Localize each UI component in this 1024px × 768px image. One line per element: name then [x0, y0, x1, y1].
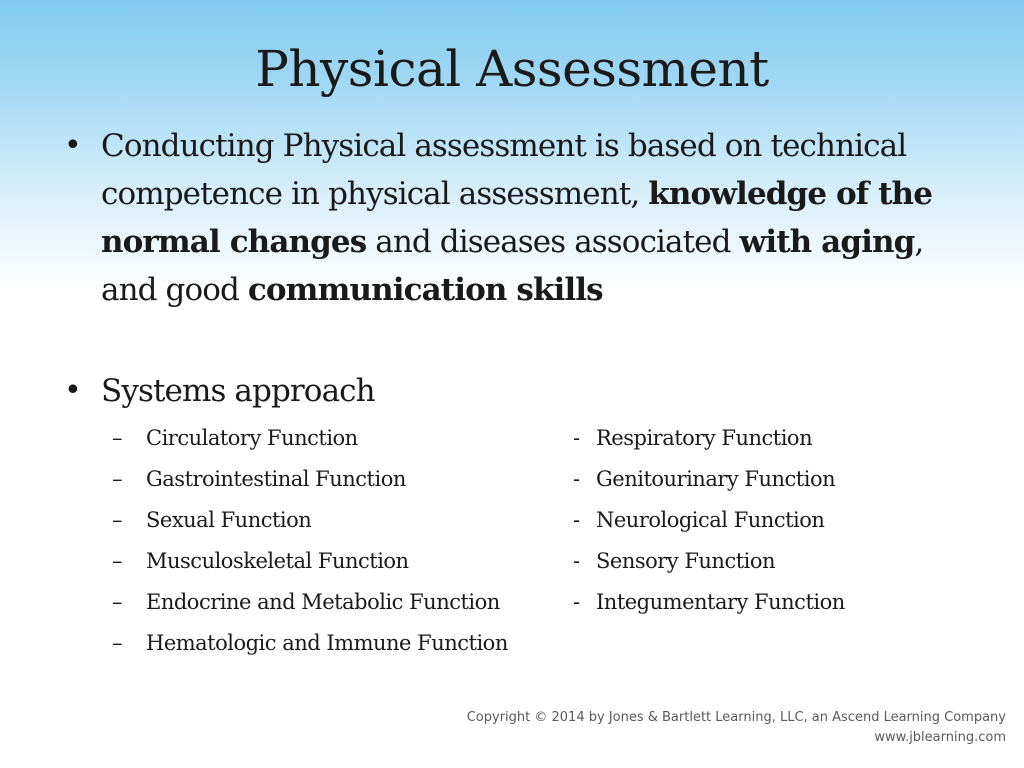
system-item: Sexual Function — [146, 508, 312, 532]
systems-row — [0, 459, 1024, 499]
system-item: Musculoskeletal Function — [146, 549, 409, 573]
bullet-text-segment: and diseases associated — [366, 224, 740, 260]
bullet-text: Systems approach — [101, 373, 375, 409]
system-item: Gastrointestinal Function — [146, 467, 406, 491]
system-item: Genitourinary Function — [596, 467, 836, 491]
systems-row — [0, 418, 1024, 458]
bold-with-aging: with aging — [739, 224, 915, 260]
system-item: Integumentary Function — [596, 590, 845, 614]
systems-row — [0, 541, 1024, 581]
slide-title: Physical Assessment — [255, 40, 769, 98]
bullet-marker: • — [64, 373, 82, 408]
systems-row — [0, 500, 1024, 540]
system-item: Hematologic and Immune Function — [146, 631, 508, 655]
system-item: Endocrine and Metabolic Function — [146, 590, 500, 614]
bullet-text-segment: , and good — [101, 224, 924, 308]
system-item: Respiratory Function — [596, 426, 813, 450]
sub-bullet-dash: – — [112, 549, 122, 573]
bullet-text-segment: Conducting Physical assessment is based on technical competence in physical assessment, — [101, 128, 907, 212]
bold-communication-skills: communication skills — [247, 272, 603, 308]
system-item: Sensory Function — [596, 549, 776, 573]
bullet-systems-approach — [64, 367, 964, 415]
sub-bullet-dash: – — [112, 508, 122, 532]
copyright-text: Copyright © 2014 by Jones & Bartlett Learning, LLC, an Ascend Learning Company — [466, 710, 1006, 725]
sub-bullet-dash: - — [573, 426, 580, 450]
systems-row — [0, 623, 1024, 663]
sub-bullet-dash: - — [573, 549, 580, 573]
sub-bullet-dash: - — [573, 508, 580, 532]
systems-row — [0, 582, 1024, 622]
bullet-text — [101, 122, 971, 314]
bullet-marker: • — [64, 128, 82, 163]
sub-bullet-dash: - — [573, 467, 580, 491]
sub-bullet-dash: - — [573, 590, 580, 614]
sub-bullet-dash: – — [112, 467, 122, 491]
bold-knowledge-normal-changes: knowledge of the normal changes — [101, 176, 933, 260]
copyright-footer — [467, 708, 1006, 748]
system-item: Neurological Function — [596, 508, 825, 532]
sub-bullet-dash: – — [112, 590, 122, 614]
sub-bullet-dash: – — [112, 631, 122, 655]
system-item: Circulatory Function — [146, 426, 358, 450]
sub-bullet-dash: – — [112, 426, 122, 450]
website-text: www.jblearning.com — [874, 730, 1006, 745]
bullet-technical-competence — [64, 122, 964, 362]
